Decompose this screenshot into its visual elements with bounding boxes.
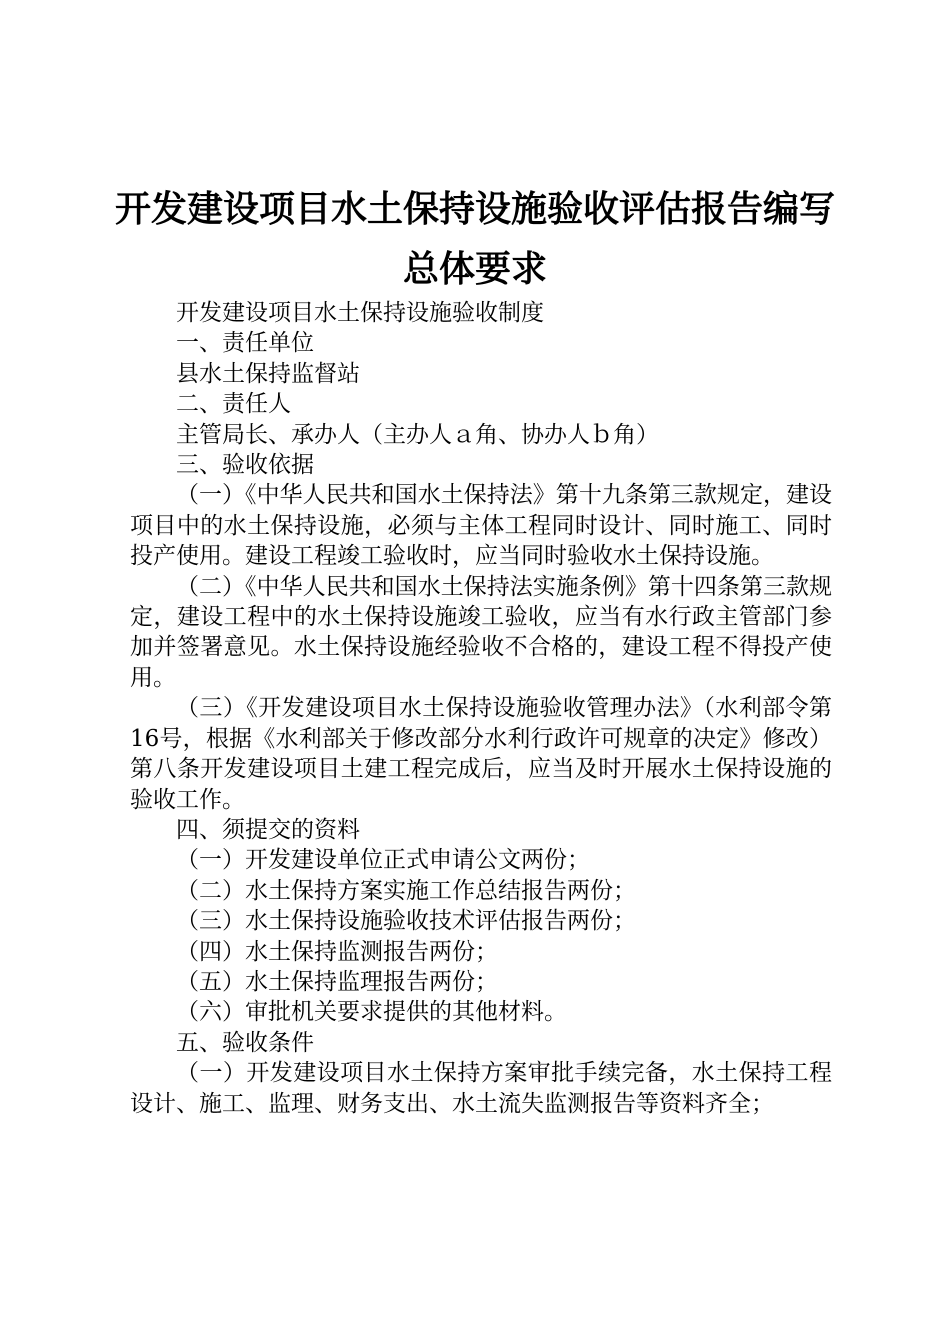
- paragraph-basis-1: （一）《中华人民共和国水土保持法》第十九条第三款规定，建设项目中的水土保持设施，必须与主体工程同时设计、同时施工、同时投产使用。建设工程竣工验收时，应当同时验收水土保持设施。: [130, 482, 832, 570]
- paragraph-system-name: 开发建设项目水土保持设施验收制度: [176, 300, 544, 326]
- heading-responsible-person: 二、责任人: [176, 391, 291, 418]
- list-item-material-5: （五）水土保持监理报告两份；: [176, 968, 498, 995]
- document-title-line-1: 开发建设项目水土保持设施验收评估报告编写: [114, 189, 835, 230]
- heading-acceptance-basis: 三、验收依据: [176, 452, 314, 479]
- list-item-material-2: （二）水土保持方案实施工作总结报告两份；: [176, 877, 636, 904]
- paragraph-basis-3: （三）《开发建设项目水土保持设施验收管理办法》（水利部令第16号，根据《水利部关于修改部分水利行政许可规章的决定》修改）第八条开发建设项目土建工程完成后，应当及时开展水土保持设施的验收工作。: [130, 695, 832, 813]
- list-item-material-1: （一）开发建设单位正式申请公文两份；: [176, 847, 590, 874]
- heading-acceptance-conditions: 五、验收条件: [176, 1029, 314, 1056]
- paragraph-condition-1: （一）开发建设项目水土保持方案审批手续完备，水土保持工程设计、施工、监理、财务支出、水土流失监测报告等资料齐全；: [130, 1060, 832, 1117]
- document-title-line-2: 总体要求: [402, 249, 547, 290]
- list-item-material-3: （三）水土保持设施验收技术评估报告两份；: [176, 908, 636, 935]
- paragraph-basis-2: （二）《中华人民共和国水土保持法实施条例》第十四条第三款规定，建设工程中的水土保持设施竣工验收，应当有水行政主管部门参加并签署意见。水土保持设施经验收不合格的，建设工程不得投产使用。: [130, 573, 832, 691]
- list-item-material-6: （六）审批机关要求提供的其他材料。: [176, 999, 567, 1026]
- document-body: [130, 298, 832, 1119]
- paragraph-person: 主管局长、承办人（主办人ａ角、协办人ｂ角）: [176, 421, 659, 448]
- heading-required-materials: 四、须提交的资料: [176, 816, 360, 843]
- heading-responsible-unit: 一、责任单位: [176, 330, 314, 357]
- list-item-material-4: （四）水土保持监测报告两份；: [176, 938, 498, 965]
- paragraph-unit: 县水土保持监督站: [176, 360, 360, 387]
